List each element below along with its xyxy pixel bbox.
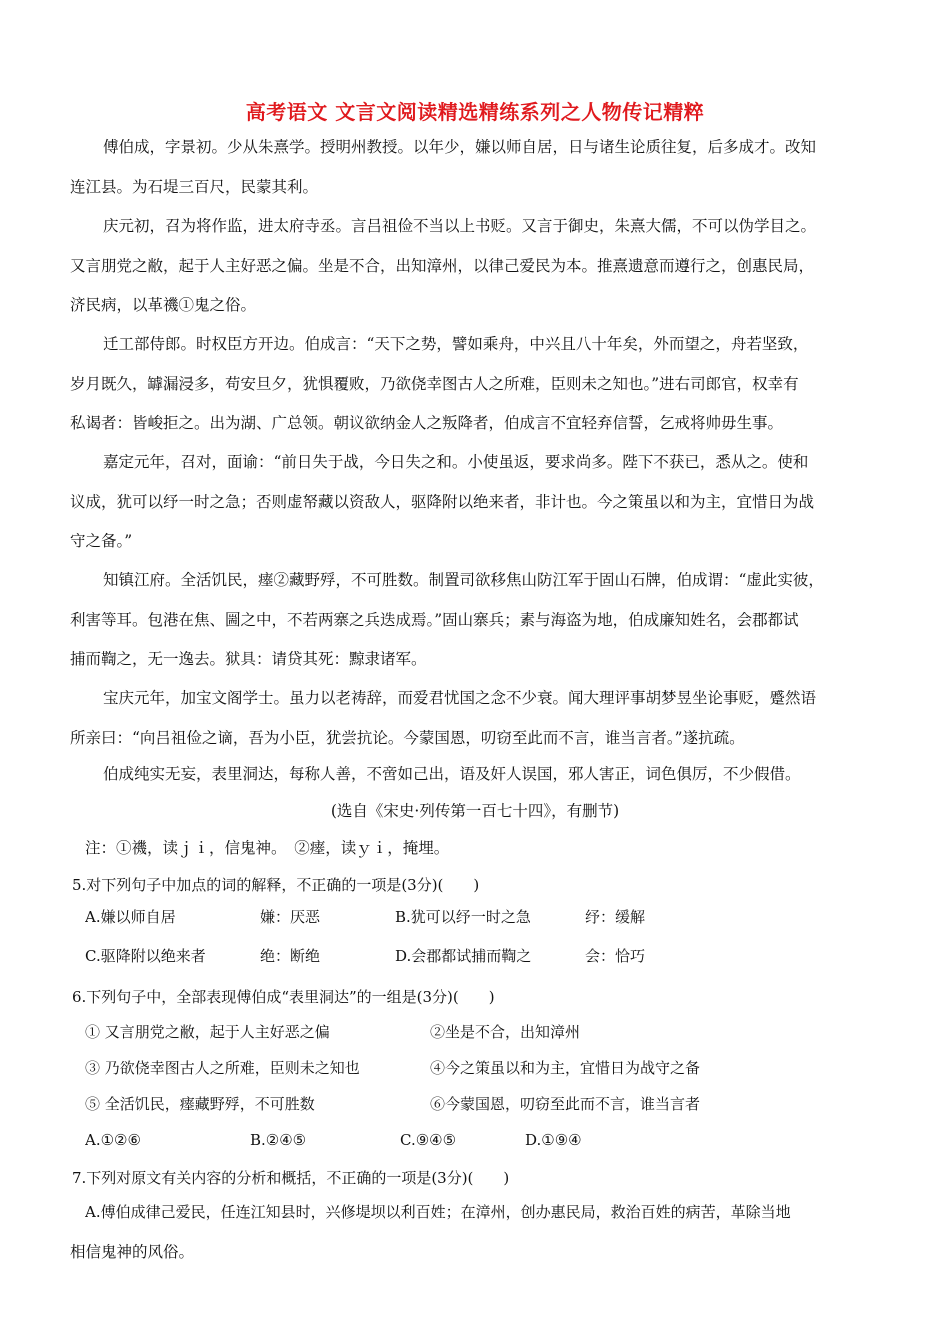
choice-c[interactable]: C.⑨④⑤ (400, 1131, 457, 1149)
item-2: ②坐是不合，出知漳州 (430, 1023, 581, 1041)
passage-line: 连江县。为石堤三百尺，民蒙其利。 (70, 178, 319, 196)
question-7-option-a-cont: 相信鬼神的风俗。 (70, 1243, 195, 1261)
question-6-row-3 (85, 1093, 905, 1115)
question-6-row-2 (85, 1057, 905, 1079)
passage-line: 知镇江府。全活饥民，瘗②藏野殍，不可胜数。制置司欲移焦山防江军于固山石牌，伯成谓：“虚此实彼， (103, 571, 824, 589)
passage-line: 傅伯成，字景初。少从朱熹学。授明州教授。以年少，嫌以师自居，日与诸生论质往复，后多成才。改知 (103, 138, 817, 156)
option-a-gloss: 嫌：厌恶 (260, 908, 321, 926)
passage-line: 守之备。” (70, 532, 133, 550)
choice-a[interactable]: A.①②⑥ (85, 1131, 141, 1149)
passage-line: 济民病，以革禨①鬼之俗。 (70, 296, 257, 314)
option-a[interactable]: A.嫌以师自居 (85, 908, 176, 926)
option-c[interactable]: C.驱降附以绝来者 (85, 947, 206, 965)
choice-d[interactable]: D.①⑨④ (525, 1131, 582, 1149)
option-d[interactable]: D.会郡都试捕而鞫之 (395, 947, 532, 965)
question-5-row-1 (85, 906, 905, 928)
item-3: ③ 乃欲侥幸图古人之所难，臣则未之知也 (85, 1059, 360, 1077)
item-1: ① 又言朋党之敝，起于人主好恶之偏 (85, 1023, 330, 1041)
passage-line: 嘉定元年，召对，面谕：“前日失于战，今日失之和。小使虽返，要求尚多。陛下不获已，悉从之。使和 (103, 453, 809, 471)
question-7-stem: 7.下列对原文有关内容的分析和概括，不正确的一项是(3分)( ) (72, 1169, 510, 1187)
passage-line: 捕而鞫之，无一逸去。狱具：请贷其死：黥隶诸军。 (70, 650, 427, 668)
passage-line: 又言朋党之敝，起于人主好恶之偏。坐是不合，出知漳州，以律己爱民为本。推熹遗意而遵行之，创惠民局， (70, 257, 815, 275)
choice-b[interactable]: B.②④⑤ (250, 1131, 307, 1149)
passage-line: 利害等耳。包港在焦、圌之中，不若两寨之兵迭成焉。”固山寨兵；素与海盗为地，伯成廉知姓名，会郡都试 (70, 611, 799, 629)
passage-line: 迁工部侍郎。时权臣方开边。伯成言：“天下之势，譬如乘舟，中兴且八十年矣，外而望之，舟若坚致， (103, 335, 809, 353)
option-b-gloss: 纾：缓解 (585, 908, 646, 926)
option-d-gloss: 会：恰巧 (585, 947, 646, 965)
passage-line: 所亲曰：“向吕祖俭之谪，吾为小臣，犹尝抗论。今蒙国恩，叨窃至此而不言，谁当言者。”遂抗疏。 (70, 729, 745, 747)
item-4: ④今之策虽以和为主，宜惜日为战守之备 (430, 1059, 701, 1077)
passage-line: 私谒者：皆峻拒之。出为湖、广总领。朝议欲纳金人之叛降者，伯成言不宜轻弃信誓，乞戒将帅毋生事。 (70, 414, 784, 432)
option-c-gloss: 绝：断绝 (260, 947, 321, 965)
question-5-stem: 5.对下列句子中加点的词的解释，不正确的一项是(3分)( ) (72, 876, 480, 894)
document-title: 高考语文 文言文阅读精选精练系列之人物传记精粹 (245, 100, 705, 124)
question-5-row-2 (85, 945, 905, 967)
question-6-row-1 (85, 1021, 905, 1043)
passage-line: 议成，犹可以纾一时之急；否则虚帑藏以资敌人，驱降附以绝来者，非计也。今之策虽以和为主，宜惜日为战 (70, 493, 815, 511)
question-6-stem: 6.下列句子中，全部表现傅伯成“表里洞达”的一组是(3分)( ) (72, 988, 495, 1006)
question-7-option-a[interactable]: A.傅伯成律己爱民，任连江知县时，兴修堤坝以利百姓；在漳州，创办惠民局，救治百姓的病苦，革除当地 (85, 1203, 791, 1221)
option-b[interactable]: B.犹可以纾一时之急 (395, 908, 531, 926)
passage-line: 伯成纯实无妄，表里洞达，每称人善，不啻如己出，语及奸人误国，邪人害正，词色俱厉，不少假借。 (103, 765, 801, 783)
item-5: ⑤ 全活饥民，瘗藏野殍，不可胜数 (85, 1095, 315, 1113)
item-6: ⑥今蒙国恩，叨窃至此而不言，谁当言者 (430, 1095, 701, 1113)
passage-line: 岁月既久，罅漏浸多，苟安旦夕，犹惧覆败，乃欲侥幸图古人之所难，臣则未之知也。”进右司郎官，权幸有 (70, 375, 799, 393)
question-6-choices (85, 1129, 905, 1151)
passage-line: 庆元初，召为将作监，进太府寺丞。言吕祖俭不当以上书贬。又言于御史，朱熹大儒，不可以伪学目之。 (103, 217, 817, 235)
passage-line: 宝庆元年，加宝文阁学士。虽力以老祷辞，而爱君忧国之念不少衰。闻大理评事胡梦昱坐论事贬，蹙然语 (103, 689, 817, 707)
footnote: 注：①禨，读ｊｉ，信鬼神。 ②瘗，读ｙｉ，掩埋。 (85, 839, 450, 857)
source-citation: (选自《宋史·列传第一百七十四》，有删节) (330, 802, 620, 820)
